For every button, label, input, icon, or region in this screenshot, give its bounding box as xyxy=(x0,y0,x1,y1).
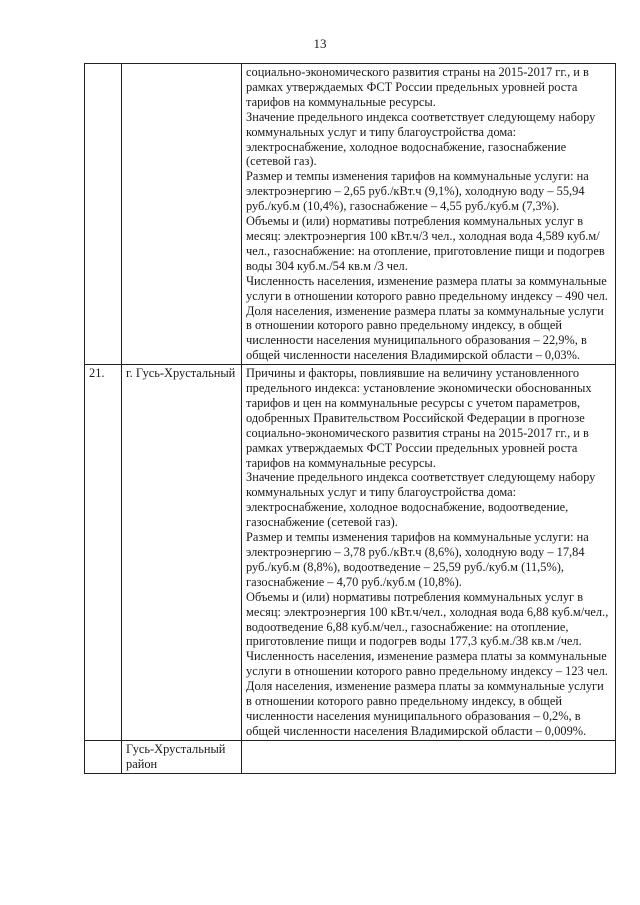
description-paragraph: Объемы и (или) нормативы потребления коммунальных услуг в месяц: электроэнергия 100 кВт.ч/чел., холодная вода 6,88 куб.м/чел., водоотведение 6,88 куб.м/чел., газоснабжение: на отопление, приготовление пищи и подогрев воды 177,3 куб.м./38 кв.м /чел. xyxy=(246,589,609,649)
description-paragraph: Размер и темпы изменения тарифов на коммунальные услуги: на электроэнергию – 3,78 руб./кВт.ч (8,6%), холодную воду – 17,84 руб./куб.м (8,8%), водоотведение – 25,59 руб./куб.м (11,5%), газоснабжение – 4,70 руб./куб.м (10,8%). xyxy=(246,530,589,589)
municipality-name-cell: г. Гусь-Хрустальный xyxy=(122,365,242,741)
municipality-name-cell: Гусь-Хрустальный район xyxy=(122,740,242,773)
description-paragraph: Численность населения, изменение размера платы за коммунальные услуги в отношении которого равно предельному индексу – 123 чел. xyxy=(246,649,608,679)
table-body xyxy=(85,64,616,774)
page-number: 13 xyxy=(313,36,327,51)
municipality-name-cell xyxy=(122,64,242,365)
description-cell xyxy=(242,740,616,773)
municipalities-table xyxy=(84,63,616,774)
description-paragraph: Значение предельного индекса соответствует следующему набору коммунальных услуг и типу благоустройства дома: электроснабжение, холодное водоснабжение, газоснабжение (сетевой газ). xyxy=(246,109,596,169)
description-paragraph: Размер и темпы изменения тарифов на коммунальные услуги: на электроэнергию – 2,65 руб./кВт.ч (9,1%), холодную воду – 55,94 руб./куб.м (10,4%), газоснабжение – 4,55 руб./куб.м (7,3%). xyxy=(246,169,589,214)
table-row xyxy=(85,64,616,365)
description-paragraph: Значение предельного индекса соответствует следующему набору коммунальных услуг и типу благоустройства дома: электроснабжение, холодное водоснабжение, водоотведение, газоснабжение (сетевой газ). xyxy=(246,470,596,530)
description-paragraph: Доля населения, изменение размера платы за коммунальные услуги в отношении которого равно предельному индексу, в общей численности населения муниципального образования – 22,9%, в общей численности населения Владимирской области – 0,03%. xyxy=(246,303,604,363)
table-row xyxy=(85,365,616,741)
description-paragraph: Численность населения, изменение размера платы за коммунальные услуги в отношении которого равно предельному индексу – 490 чел. xyxy=(246,273,608,303)
description-paragraph: социально-экономического развития страны на 2015-2017 гг., и в рамках утверждаемых ФСТ России предельных уровней роста тарифов на коммунальные ресурсы. xyxy=(246,65,589,109)
description-cell xyxy=(242,64,616,365)
table-row xyxy=(85,740,616,773)
description-cell xyxy=(242,365,616,741)
description-paragraph: Причины и факторы, повлиявшие на величину установленного предельного индекса: установление экономически обоснованных тарифов и цен на коммунальные ресурсы с учетом параметров, одобренных Правительством Российской Федерации в прогнозе социально-экономического развития страны на 2015-2017 гг., и в рамках утверждаемых ФСТ России предельных уровней роста тарифов на коммунальные ресурсы. xyxy=(246,366,592,470)
row-number-cell: 21. xyxy=(85,365,122,741)
row-number-cell xyxy=(85,740,122,773)
description-paragraph: Объемы и (или) нормативы потребления коммунальных услуг в месяц: электроэнергия 100 кВт.ч/3 чел., холодная вода 4,589 куб.м/чел., газоснабжение: на отопление, приготовление пищи и подогрев воды 304 куб.м./54 кв.м /3 чел. xyxy=(246,214,605,273)
description-paragraph: Доля населения, изменение размера платы за коммунальные услуги в отношении которого равно предельному индексу, в общей численности населения муниципального образования – 0,2%, в общей численности населения Владимирской области – 0,009%. xyxy=(246,679,604,738)
row-number-cell xyxy=(85,64,122,365)
